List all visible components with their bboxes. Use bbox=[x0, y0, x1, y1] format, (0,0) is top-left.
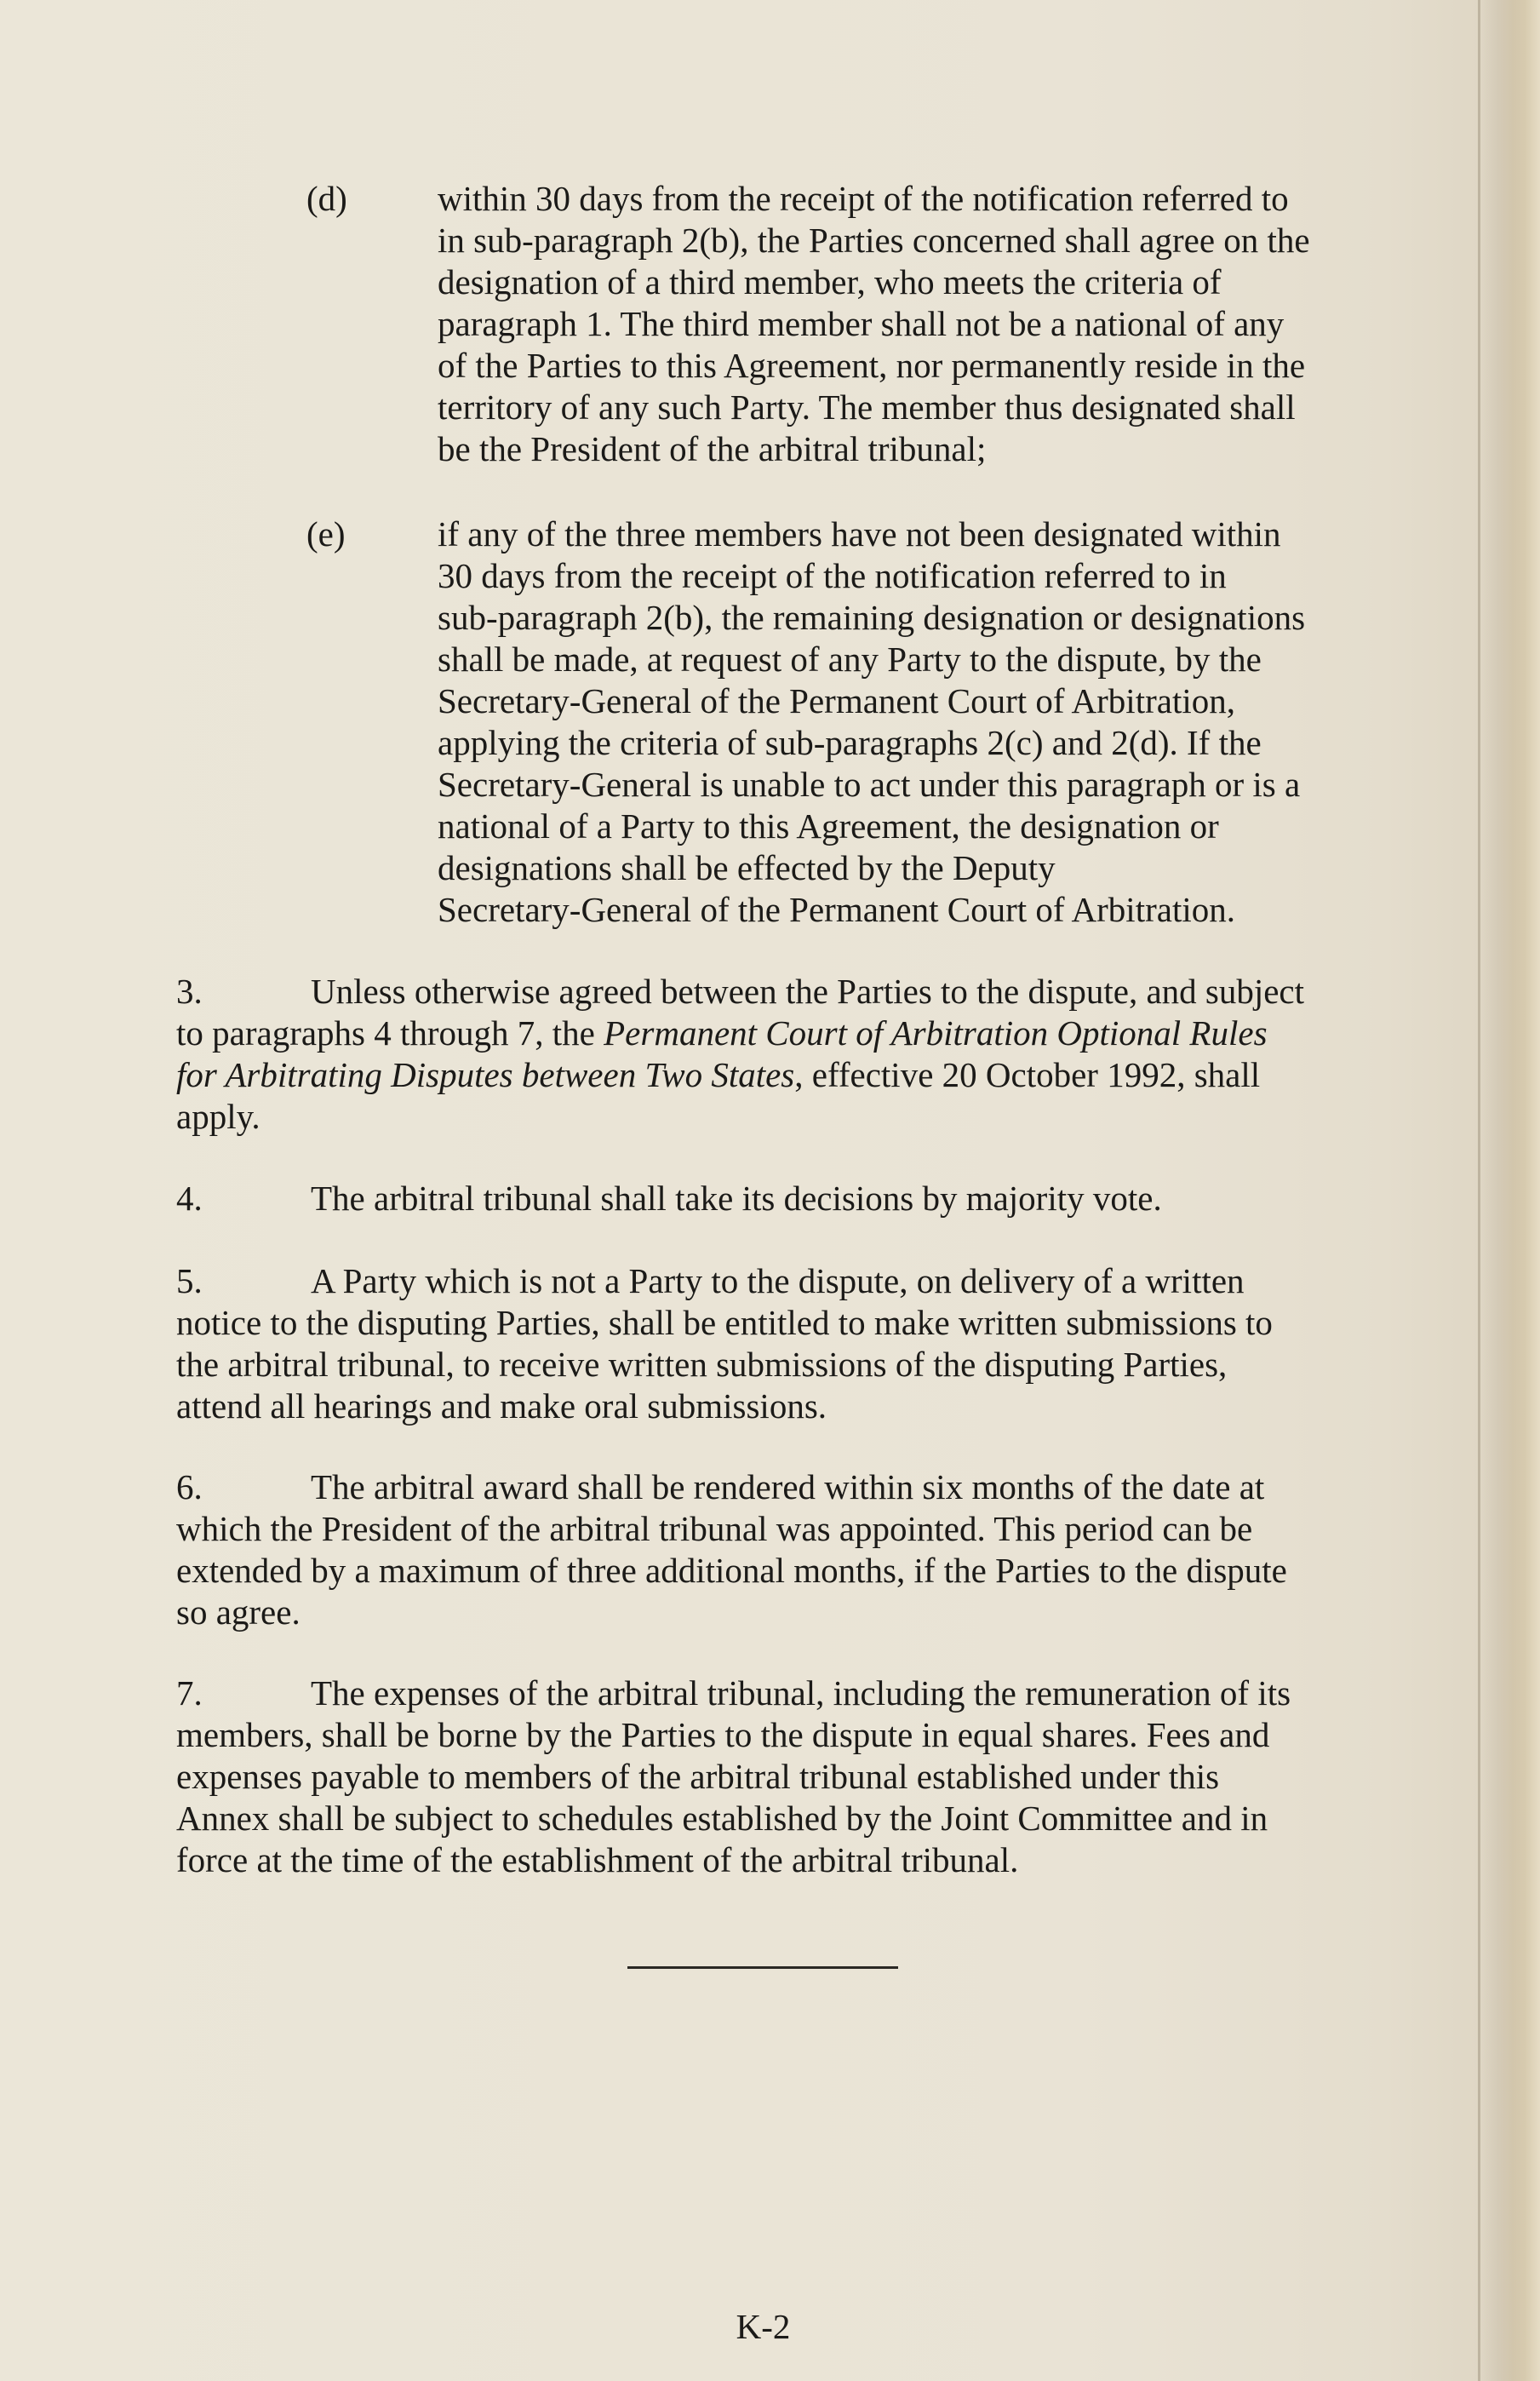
text-line: sub-paragraph 2(b), the remaining designation or designations bbox=[438, 598, 1306, 637]
text-line: Annex shall be subject to schedules established by the Joint Committee and in bbox=[176, 1799, 1268, 1838]
paragraph-4-number: 4. bbox=[176, 1179, 203, 1218]
text-line: applying the criteria of sub-paragraphs 2(c) and 2(d). If the bbox=[438, 723, 1262, 762]
text-line: be the President of the arbitral tribunal; bbox=[438, 429, 987, 468]
page-edge-shadow bbox=[1480, 0, 1540, 2381]
text-line: of the Parties to this Agreement, nor permanently reside in the bbox=[438, 346, 1306, 385]
subparagraph-e-text bbox=[438, 513, 1374, 931]
text-line: Secretary-General of the Permanent Court of Arbitration, bbox=[438, 681, 1235, 720]
section-end-rule bbox=[627, 1966, 898, 1969]
text-line: within 30 days from the receipt of the notification referred to bbox=[438, 179, 1289, 218]
text-line: Unless otherwise agreed between the Parties to the dispute, and subject bbox=[311, 972, 1305, 1011]
text-line: designations shall be effected by the Deputy bbox=[438, 848, 1056, 887]
text-line: national of a Party to this Agreement, the designation or bbox=[438, 806, 1219, 846]
paragraph-6-number: 6. bbox=[176, 1467, 203, 1506]
text-line: territory of any such Party. The member thus designated shall bbox=[438, 387, 1296, 427]
subparagraph-e-marker: (e) bbox=[306, 514, 346, 554]
text-line: The arbitral tribunal shall take its decisions by majority vote. bbox=[311, 1179, 1162, 1218]
text-line: expenses payable to members of the arbitral tribunal established under this bbox=[176, 1757, 1220, 1796]
subparagraph-d-marker: (d) bbox=[306, 179, 347, 218]
text-line: members, shall be borne by the Parties to the dispute in equal shares. Fees and bbox=[176, 1715, 1270, 1754]
rules-title-italic: for Arbitrating Disputes between Two States bbox=[176, 1055, 795, 1094]
paragraph-3-number: 3. bbox=[176, 972, 203, 1011]
text-line: if any of the three members have not been designated within bbox=[438, 514, 1281, 554]
rules-title-italic: Permanent Court of Arbitration Optional Rules bbox=[604, 1013, 1268, 1053]
page-number: K-2 bbox=[736, 2307, 791, 2346]
text-line: the arbitral tribunal, to receive written submissions of the disputing Parties, bbox=[176, 1345, 1228, 1384]
page-footer bbox=[0, 2306, 1540, 2348]
text-line: The arbitral award shall be rendered within six months of the date at bbox=[311, 1467, 1265, 1506]
text-line: force at the time of the establishment of the arbitral tribunal. bbox=[176, 1840, 1019, 1879]
text-line: , effective 20 October 1992, shall bbox=[794, 1055, 1261, 1094]
text-line: A Party which is not a Party to the dispute, on delivery of a written bbox=[311, 1261, 1245, 1300]
paragraph-6 bbox=[176, 1466, 1368, 1633]
text-line: 30 days from the receipt of the notification referred to in bbox=[438, 556, 1227, 595]
text-line: Secretary-General of the Permanent Court of Arbitration. bbox=[438, 890, 1235, 929]
subparagraph-d-text bbox=[438, 178, 1374, 470]
paragraph-5 bbox=[176, 1260, 1368, 1427]
paragraph-7 bbox=[176, 1672, 1368, 1881]
text-line: apply. bbox=[176, 1097, 260, 1136]
text-line: which the President of the arbitral tribunal was appointed. This period can be bbox=[176, 1509, 1253, 1548]
text-line: attend all hearings and make oral submissions. bbox=[176, 1386, 827, 1426]
text-line: paragraph 1. The third member shall not be a national of any bbox=[438, 304, 1285, 343]
paragraph-7-number: 7. bbox=[176, 1673, 203, 1713]
paragraph-4 bbox=[176, 1178, 1368, 1219]
paragraph-5-number: 5. bbox=[176, 1261, 203, 1300]
text-line: The expenses of the arbitral tribunal, including the remuneration of its bbox=[311, 1673, 1291, 1713]
text-line: designation of a third member, who meets the criteria of bbox=[438, 262, 1222, 301]
text-line: notice to the disputing Parties, shall be entitled to make written submissions to bbox=[176, 1303, 1273, 1342]
text-line: to paragraphs 4 through 7, the bbox=[176, 1013, 604, 1053]
text-line: extended by a maximum of three additional months, if the Parties to the dispute bbox=[176, 1551, 1287, 1590]
text-line: shall be made, at request of any Party to the dispute, by the bbox=[438, 640, 1262, 679]
paragraph-3 bbox=[176, 971, 1368, 1138]
text-line: Secretary-General is unable to act under this paragraph or is a bbox=[438, 765, 1301, 804]
text-line: so agree. bbox=[176, 1592, 301, 1632]
text-line: in sub-paragraph 2(b), the Parties concerned shall agree on the bbox=[438, 221, 1310, 260]
